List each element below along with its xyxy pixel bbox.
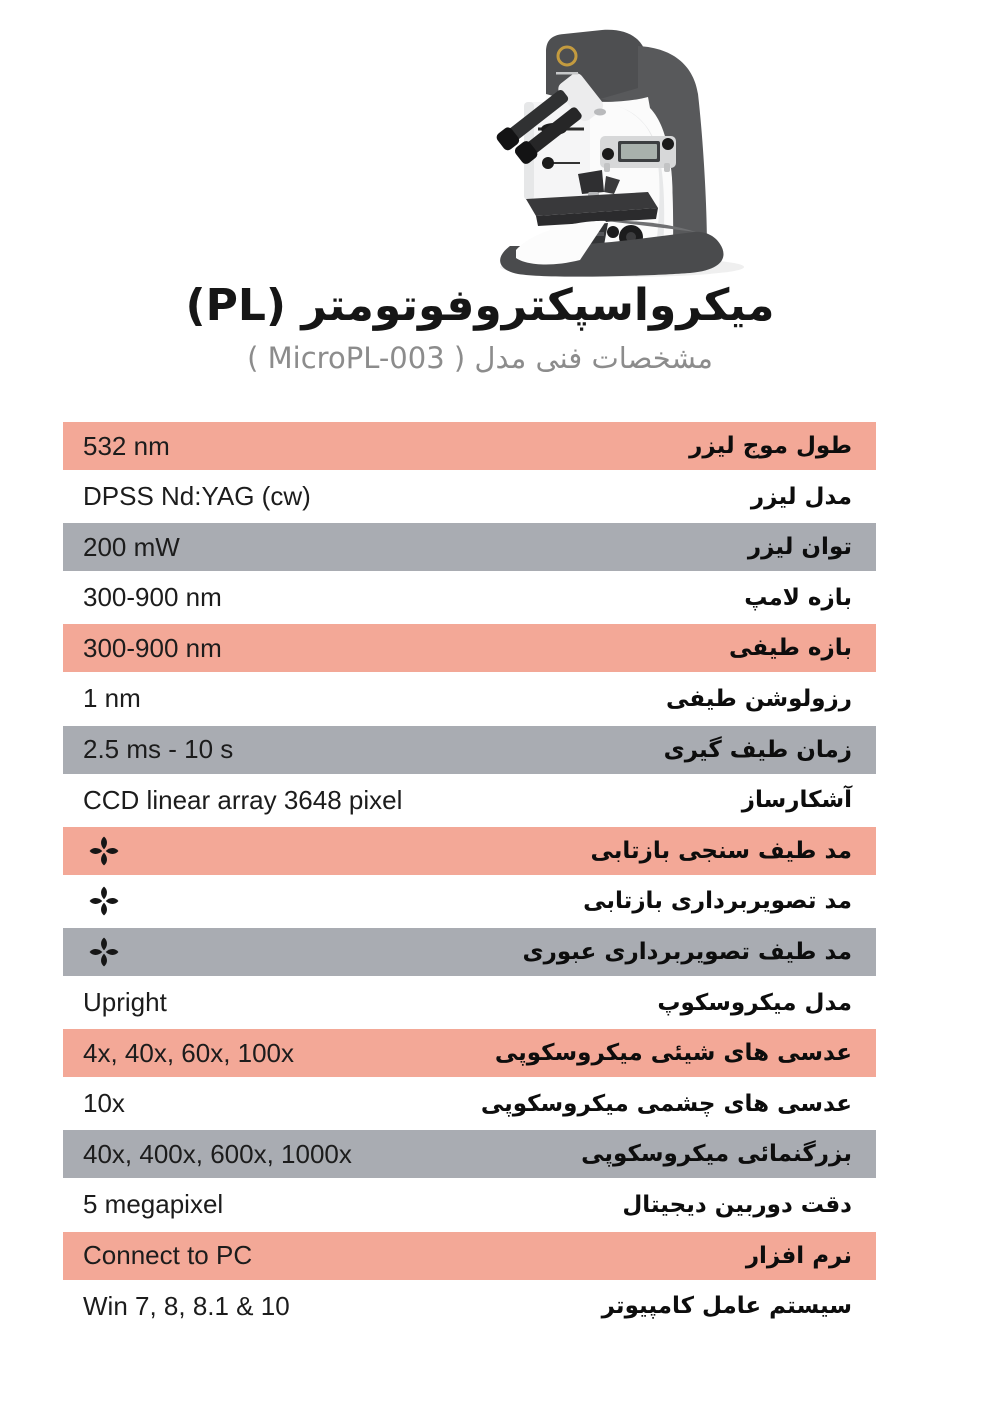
spec-label: دقت دوربین دیجیتال <box>622 1191 852 1218</box>
lcd-panel <box>600 136 676 172</box>
spec-value: CCD linear array 3648 pixel <box>83 784 403 815</box>
spec-row-lamp-range <box>63 574 876 622</box>
spec-value: DPSS Nd:YAG (cw) <box>83 481 311 512</box>
spec-table <box>63 422 876 1333</box>
spec-row-magnification <box>63 1130 876 1178</box>
spec-value: 2.5 ms - 10 s <box>83 734 234 765</box>
spec-label: مد طیف تصویربرداری عبوری <box>522 938 852 965</box>
spec-row-laser-model <box>63 473 876 521</box>
page-subtitle: مشخصات فنی مدل ( MicroPL-003 ) <box>247 341 713 375</box>
spec-row-operating-system <box>63 1282 876 1330</box>
spec-label: مد طیف سنجی بازتابی <box>590 837 852 864</box>
spec-row-laser-wavelength <box>63 422 876 470</box>
spec-row-software <box>63 1232 876 1280</box>
spec-row-reflective-spectroscopy-mode <box>63 827 876 875</box>
spec-label: مد تصویربرداری بازتابی <box>583 888 852 915</box>
spec-value <box>63 884 119 918</box>
spec-row-transmission-imaging-mode <box>63 928 876 976</box>
spec-value: Upright <box>83 987 167 1018</box>
spec-value: 40x, 400x, 600x, 1000x <box>83 1138 352 1169</box>
spec-value <box>63 834 119 868</box>
spec-value: 300-900 nm <box>83 632 222 663</box>
spec-value: 300-900 nm <box>83 582 222 613</box>
spec-label: توان لیزر <box>747 534 852 561</box>
spec-value: Connect to PC <box>83 1240 253 1270</box>
spec-label: طول موج لیزر <box>689 433 852 459</box>
spec-label: زمان طیف گیری <box>663 736 852 763</box>
microscope-drawing <box>450 8 780 288</box>
spec-value: 1 nm <box>83 683 141 714</box>
spec-row-detector <box>63 776 876 824</box>
spec-value: Win 7, 8, 8.1 & 10 <box>83 1290 290 1321</box>
page-title: میکرواسپکتروفوتومتر (PL) <box>185 280 775 331</box>
spec-row-microscope-model <box>63 979 876 1027</box>
spec-value: 200 mW <box>83 531 180 562</box>
spec-label: بازه طیفی <box>729 635 852 662</box>
spec-row-eyepiece-lenses <box>63 1080 876 1128</box>
spec-label: رزولوشن طیفی <box>665 685 852 712</box>
spec-label: سیستم عامل کامپیوتر <box>601 1293 852 1320</box>
spec-label: عدسی های چشمی میکروسکوپی <box>480 1090 852 1117</box>
four-petal-flower-icon <box>89 884 119 918</box>
spec-label: مدل میکروسکوپ <box>657 989 852 1016</box>
spec-label: عدسی های شیئی میکروسکوپی <box>494 1040 852 1067</box>
spec-row-reflective-imaging-mode <box>63 877 876 925</box>
spec-label: نرم افزار <box>745 1242 852 1269</box>
spec-label: بازه لامپ <box>744 584 852 611</box>
spec-row-laser-power <box>63 523 876 571</box>
microscope-illustration <box>450 8 780 288</box>
spec-label: مدل لیزر <box>750 483 852 510</box>
spec-value: 532 nm <box>83 430 170 461</box>
spec-value: 4x, 40x, 60x, 100x <box>83 1037 295 1068</box>
spec-row-spectral-range <box>63 624 876 672</box>
spec-label: آشکارساز <box>741 787 852 814</box>
four-petal-flower-icon <box>89 834 119 868</box>
spec-value: 5 megapixel <box>83 1189 224 1220</box>
four-petal-flower-icon <box>89 935 119 969</box>
spec-value <box>63 935 119 969</box>
spec-label: بزرگنمائی میکروسکوپی <box>581 1141 852 1168</box>
spec-row-camera-resolution <box>63 1181 876 1229</box>
spec-value: 10x <box>83 1088 125 1119</box>
spec-row-objective-lenses <box>63 1029 876 1077</box>
spec-row-spectral-resolution <box>63 675 876 723</box>
spec-row-acquisition-time <box>63 726 876 774</box>
